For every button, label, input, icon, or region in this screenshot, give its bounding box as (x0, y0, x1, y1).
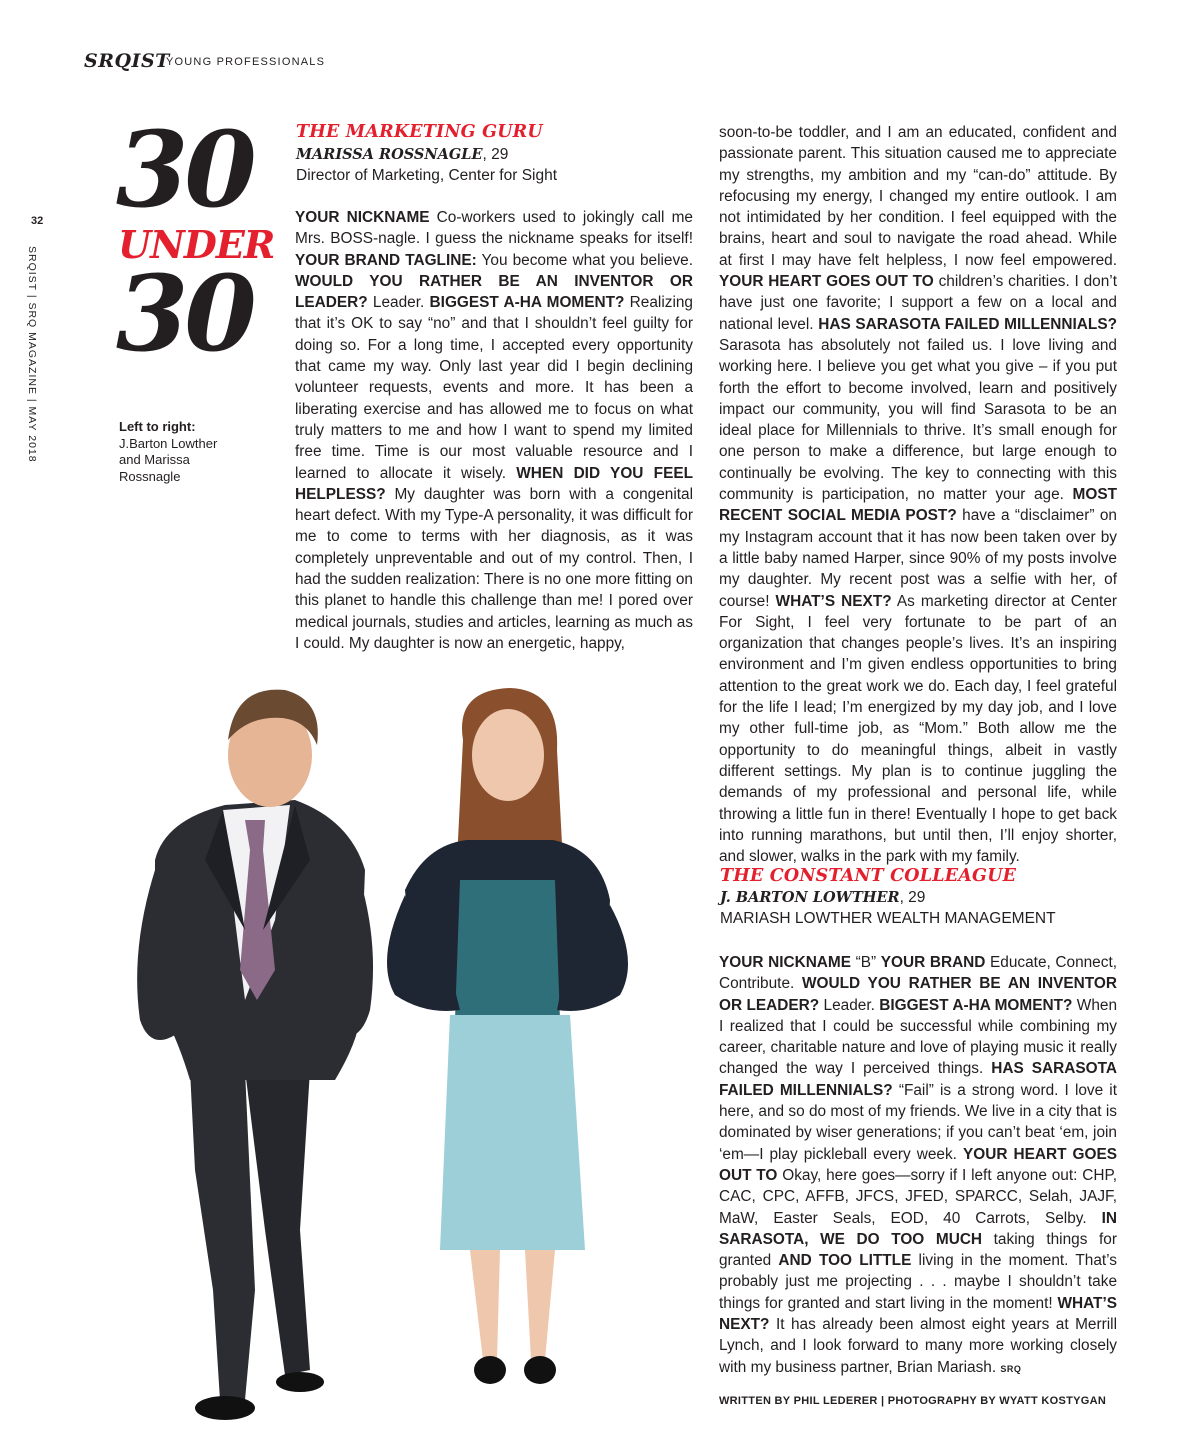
profile1-title: THE MARKETING GURU (296, 122, 543, 142)
end-mark: SRQ (1000, 1363, 1022, 1374)
p2-q7: IN SARASOTA, WE DO TOO MUCH (719, 1209, 1117, 1248)
p1-q2: YOUR BRAND TAGLINE: (295, 251, 477, 269)
profile1-name-line (296, 146, 508, 164)
p2-q5: HAS SARASOTA FAILED MILLENNIALS? (719, 1060, 1117, 1099)
p1-a8: have a “disclaimer” on my Instagram account that it has now been taken over by a little baby named Harper, since 90% of my posts involve my daughter. My recent post was a selfie with her, of course! (719, 507, 1117, 610)
photo-caption (119, 419, 239, 485)
p1-q8: MOST RECENT SOCIAL MEDIA POST? (719, 486, 1117, 525)
profile1-body-col2 (719, 122, 1117, 867)
p2-q8: AND TOO LITTLE (778, 1252, 912, 1270)
p1-a7: Sarasota has absolutely not failed us. I love living and working here. I believe you get what you give – if you put forth the effort to become involved, learn and positively impact our community, you will find Sarasota to be an ideal place for Millennials to thrive. It’s small enough for one person to make a difference, but large enough to continually be evolving. The key to connecting with this community is participation, no matter your age. (719, 336, 1117, 504)
profile2-name: J. BARTON LOWTHER (720, 889, 900, 906)
caption-label: Left to right: (119, 419, 196, 434)
p1-q7: HAS SARASOTA FAILED MILLENNIALS? (818, 315, 1117, 333)
p2-q2: YOUR BRAND (880, 954, 986, 971)
profile1-name: MARISSA ROSSNAGLE (296, 146, 483, 163)
p1-a2: You become what you believe. (476, 251, 694, 269)
p2-a1: “B” (851, 954, 881, 971)
p2-q6: YOUR HEART GOES OUT TO (719, 1145, 1117, 1184)
page-number: 32 (31, 215, 44, 227)
profile2-age: , 29 (899, 889, 926, 906)
p2-a4: When I realized that I could be successful while combining my career, charitable nature and love of playing music it really changed the way I perceived things. (719, 996, 1118, 1078)
magazine-section-logo: SRQIST (84, 50, 170, 72)
credits-line: WRITTEN BY PHIL LEDERER | PHOTOGRAPHY BY WYATT KOSTYGAN (719, 1395, 1107, 1407)
feature-title-30-top: 30 (116, 108, 253, 231)
p2-a2: Educate, Connect, Contribute. (719, 954, 1117, 993)
p1-q4: BIGGEST A-HA MOMENT? (429, 294, 625, 312)
p1-a5-part1: My daughter was born with a congenital heart defect. With my Type-A personality, it was difficult for me to come to terms with her diagnosis, as it was completely unpreventable and out of my control. Then, I had the sudden realization: There is no one more fitting on this planet to handle this challenge than me! I pored over medical journals, studies and articles, learning as much as I could. My daughter is now an energetic, happy, (295, 485, 693, 652)
p1-a5-part2: soon-to-be toddler, and I am an educated, confident and passionate parent. This situation caused me to appreciate my strengths, my ambition and my “can-do” attitude. By refocusing my energy, I changed my entire outlook. I am not intimidated by her condition. I feel equipped with the brains, heart and soul to navigate the road ahead. While at first I may have felt helpless, I now feel empowered. (719, 124, 1117, 269)
profile2-name-line (720, 889, 925, 907)
p1-q1: YOUR NICKNAME (295, 209, 430, 226)
p1-a6: children’s charities. I don’t have just one favorite; I support a few on a local and national level. (719, 273, 1117, 333)
p1-a3: Leader. (367, 294, 430, 312)
folio-line: SRQIST | SRQ MAGAZINE | MAY 2018 (26, 246, 38, 463)
profile1-body-col1 (295, 207, 693, 654)
p1-q6: YOUR HEART GOES OUT TO (719, 273, 934, 291)
feature-title-30-bottom: 30 (116, 252, 253, 375)
caption-text: J.Barton Lowther and Marissa Rossnagle (119, 435, 218, 484)
p2-a9: It has already been almost eight years at Merrill Lynch, and I look forward to many more working closely with my business partner, Brian Mariash. (719, 1316, 1117, 1376)
p1-a1: Co-workers used to jokingly call me Mrs. BOSS-nagle. I guess the nickname speaks for itself! (295, 209, 693, 248)
p2-q1: YOUR NICKNAME (719, 954, 852, 971)
profile1-role: Director of Marketing, Center for Sight (296, 167, 558, 184)
p1-q3: WOULD YOU RATHER BE AN INVENTOR OR LEADER? (295, 272, 693, 312)
section-label: YOUNG PROFESSIONALS (166, 56, 326, 68)
p2-a7: taking things for granted (719, 1230, 1117, 1270)
p1-a4: Realizing that it’s OK to say “no” and that I shouldn’t feel guilty for doing so. For a long time, I accepted every opportunity that came my way. Only last year did I begin declining volunteer requests, events and more. It has been a liberating exercise and has allowed me to focus on what truly matters to me and how I want to spend my limited free time. Time is our most valuable resource and I learned to allocate it wisely. (295, 294, 693, 482)
portrait-photo (95, 670, 705, 1430)
feature-title-under: UNDER (118, 222, 275, 267)
profile2-body (719, 952, 1117, 1380)
p2-a5: “Fail” is a strong word. I love it here, and so do most of my friends. We live in a city that is dominated by wiser generations; if you can’t beat ‘em, join ‘em—I play pickleball every week. (719, 1081, 1117, 1163)
man-figure (137, 690, 373, 1420)
p2-q9: WHAT’S NEXT? (719, 1294, 1117, 1334)
p1-a9: As marketing director at Center For Sight, I feel very fortunate to be part of an organization that changes people’s lives. It’s an inspiring environment and I’m given endless opportunities to bring attention to the great work we do. Each day, I feel grateful for the life I lead; I’m energized by my day job, and I love my other full-time job, as “Mom.” Both allow me the opportunity to do meaningful things, albeit in vastly different settings. My plan is to continue juggling the demands of my professional and personal life, while throwing a little fun in there! Eventually I hope to get back into running marathons, but until then, I’ll enjoy shorter, and slower, walks in the park with my family. (719, 592, 1118, 866)
profile2-role: MARIASH LOWTHER WEALTH MANAGEMENT (720, 910, 1056, 927)
p2-a6: Okay, here goes—sorry if I left anyone out: CHP, CAC, CPC, AFFB, JFCS, JFED, SPARCC, Selah, JAJF, MaW, Easter Seals, EOD, 40 Carrots, Selby. (719, 1166, 1118, 1227)
p1-q5: WHEN DID YOU FEEL HELPLESS? (295, 464, 694, 503)
p2-a3: Leader. (819, 996, 880, 1014)
profile1-age: , 29 (482, 146, 509, 163)
p2-q3: WOULD YOU RATHER BE AN INVENTOR OR LEADER? (719, 975, 1117, 1014)
profile2-title: THE CONSTANT COLLEAGUE (720, 866, 1017, 886)
p2-q4: BIGGEST A-HA MOMENT? (879, 996, 1073, 1014)
woman-figure (387, 688, 628, 1384)
p1-q9: WHAT’S NEXT? (775, 592, 892, 610)
p2-a8: living in the moment. That’s probably just me projecting . . . maybe I shouldn’t take things for granted and start living in the moment! (719, 1252, 1118, 1312)
